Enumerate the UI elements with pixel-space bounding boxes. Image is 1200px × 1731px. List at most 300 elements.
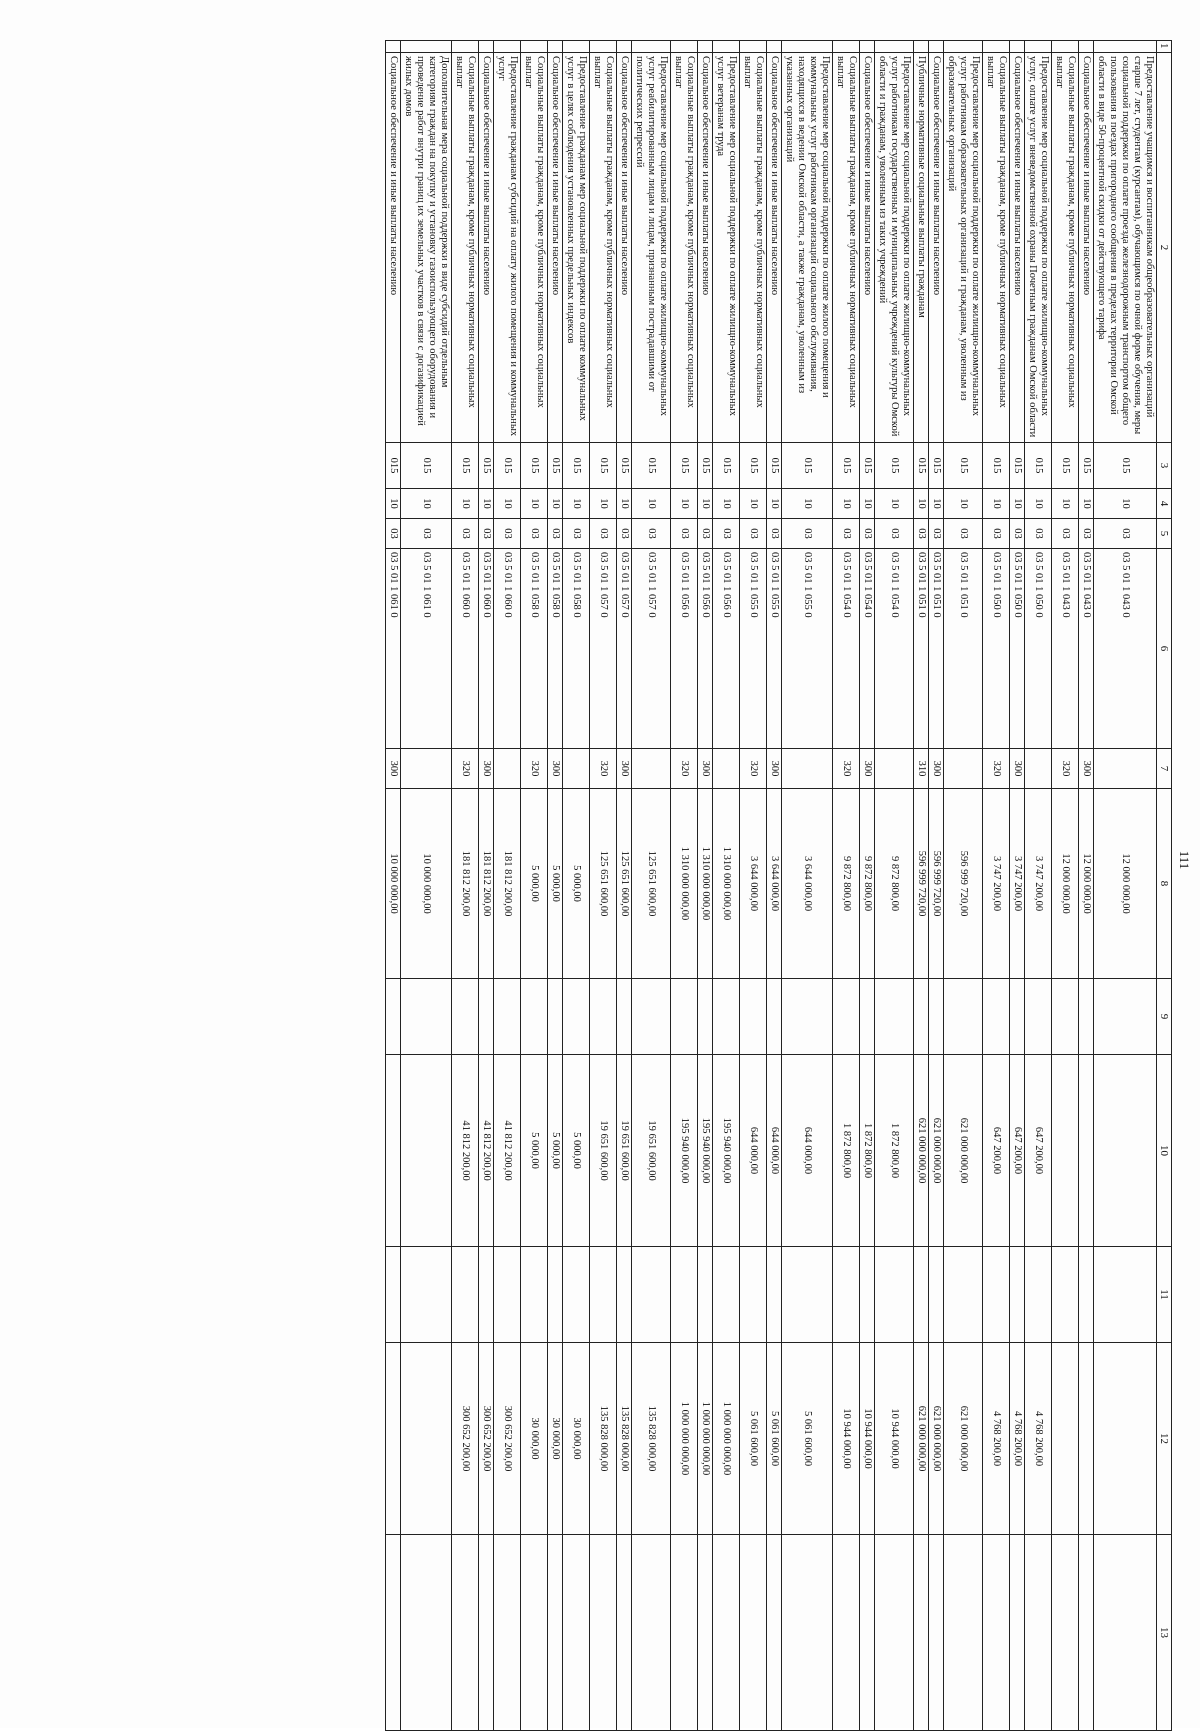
table-row: [632, 41, 671, 1731]
amount-col11-cell: [929, 1247, 944, 1343]
table-row: [782, 41, 833, 1731]
table-row: [740, 41, 767, 1731]
amount-col13-cell: [386, 1535, 401, 1731]
amount-col10-cell: 19 651 600,00: [632, 1055, 671, 1247]
section-code-cell: 10: [548, 489, 563, 519]
column-number: 13: [1157, 1535, 1172, 1731]
amount-col9-cell: [548, 979, 563, 1055]
expense-type-cell: 320: [521, 749, 548, 789]
amount-col9-cell: [452, 979, 479, 1055]
section-code-cell: 10: [494, 489, 521, 519]
table-row: [452, 41, 479, 1731]
row-number-cell: [590, 41, 617, 53]
section-code-cell: 10: [767, 489, 782, 519]
amount-col8-cell: 3 747 200,00: [983, 789, 1010, 979]
row-number-cell: [944, 41, 983, 53]
subsection-code-cell: 03: [548, 519, 563, 549]
ministry-code-cell: 015: [944, 443, 983, 489]
table-row: [1010, 41, 1025, 1731]
expense-name-cell: Социальное обеспечение и иные выплаты населению: [479, 53, 494, 443]
expense-type-cell: 300: [1010, 749, 1025, 789]
target-article-cell: 03 5 01 1 058 0: [563, 549, 590, 749]
amount-col13-cell: [671, 1535, 698, 1731]
table-row: [563, 41, 590, 1731]
expense-type-cell: 300: [1079, 749, 1094, 789]
amount-col9-cell: [740, 979, 767, 1055]
target-article-cell: 03 5 01 1 057 0: [632, 549, 671, 749]
table-row: [875, 41, 914, 1731]
amount-col10-cell: 644 000,00: [767, 1055, 782, 1247]
row-number-cell: [479, 41, 494, 53]
amount-col8-cell: 125 651 600,00: [632, 789, 671, 979]
row-number-cell: [833, 41, 860, 53]
ministry-code-cell: 015: [452, 443, 479, 489]
target-article-cell: 03 5 01 1 043 0: [1079, 549, 1094, 749]
amount-col10-cell: 647 200,00: [983, 1055, 1010, 1247]
target-article-cell: 03 5 01 1 061 0: [401, 549, 452, 749]
ministry-code-cell: 015: [782, 443, 833, 489]
amount-col13-cell: [1025, 1535, 1052, 1731]
table-row: [833, 41, 860, 1731]
amount-col13-cell: [740, 1535, 767, 1731]
amount-col12-cell: 300 652 200,00: [494, 1343, 521, 1535]
amount-col11-cell: [521, 1247, 548, 1343]
target-article-cell: 03 5 01 1 051 0: [944, 549, 983, 749]
expense-name-cell: Социальное обеспечение и иные выплаты населению: [386, 53, 401, 443]
table-row: [590, 41, 617, 1731]
subsection-code-cell: 03: [929, 519, 944, 549]
table-row: [548, 41, 563, 1731]
amount-col9-cell: [1025, 979, 1052, 1055]
expense-name-cell: Предоставление гражданам мер социальной поддержки по оплате коммунальных услуг в целях соблюдения установленных предельных индексов: [563, 53, 590, 443]
section-code-cell: 10: [860, 489, 875, 519]
amount-col8-cell: 1 310 000 000,00: [671, 789, 698, 979]
ministry-code-cell: 015: [875, 443, 914, 489]
amount-col12-cell: [386, 1343, 401, 1535]
table-row: [671, 41, 698, 1731]
expense-type-cell: [1025, 749, 1052, 789]
amount-col8-cell: 181 812 200,00: [452, 789, 479, 979]
expense-name-cell: Социальные выплаты гражданам, кроме публичных нормативных социальных выплат: [983, 53, 1010, 443]
column-number: 6: [1157, 549, 1172, 749]
target-article-cell: 03 5 01 1 057 0: [617, 549, 632, 749]
amount-col10-cell: [386, 1055, 401, 1247]
amount-col8-cell: 10 000 000,00: [401, 789, 452, 979]
amount-col13-cell: [479, 1535, 494, 1731]
column-number: 12: [1157, 1343, 1172, 1535]
ministry-code-cell: 015: [671, 443, 698, 489]
amount-col12-cell: [1052, 1343, 1079, 1535]
amount-col8-cell: 1 310 000 000,00: [713, 789, 740, 979]
amount-col11-cell: [1025, 1247, 1052, 1343]
expense-type-cell: [632, 749, 671, 789]
amount-col12-cell: 5 061 600,00: [767, 1343, 782, 1535]
column-number-row: [1157, 41, 1172, 1731]
expense-type-cell: 320: [983, 749, 1010, 789]
amount-col13-cell: [713, 1535, 740, 1731]
amount-col9-cell: [1094, 979, 1157, 1055]
column-number: 8: [1157, 789, 1172, 979]
subsection-code-cell: 03: [671, 519, 698, 549]
subsection-code-cell: 03: [479, 519, 494, 549]
target-article-cell: 03 5 01 1 060 0: [479, 549, 494, 749]
amount-col12-cell: 10 944 000,00: [833, 1343, 860, 1535]
section-code-cell: 10: [401, 489, 452, 519]
target-article-cell: 03 5 01 1 056 0: [698, 549, 713, 749]
row-number-cell: [1094, 41, 1157, 53]
amount-col8-cell: 5 000,00: [548, 789, 563, 979]
expense-name-cell: Предоставление мер социальной поддержки по оплате жилого помещения и коммунальных услуг работникам организаций социального обслуживания, находящихся в ведении Омской области, а также гражданам, уволенным из указанных организаций: [782, 53, 833, 443]
amount-col8-cell: 3 644 000,00: [740, 789, 767, 979]
ministry-code-cell: 015: [548, 443, 563, 489]
amount-col11-cell: [914, 1247, 929, 1343]
section-code-cell: 10: [479, 489, 494, 519]
amount-col10-cell: 621 000 000,00: [929, 1055, 944, 1247]
expense-type-cell: 320: [452, 749, 479, 789]
amount-col12-cell: 30 000,00: [548, 1343, 563, 1535]
amount-col10-cell: 644 000,00: [782, 1055, 833, 1247]
column-number: 7: [1157, 749, 1172, 789]
subsection-code-cell: 03: [782, 519, 833, 549]
amount-col9-cell: [698, 979, 713, 1055]
ministry-code-cell: 015: [740, 443, 767, 489]
expense-type-cell: [494, 749, 521, 789]
section-code-cell: 10: [617, 489, 632, 519]
amount-col12-cell: 30 000,00: [563, 1343, 590, 1535]
amount-col12-cell: 135 828 000,00: [590, 1343, 617, 1535]
target-article-cell: 03 5 01 1 054 0: [860, 549, 875, 749]
expense-name-cell: Социальное обеспечение и иные выплаты населению: [1079, 53, 1094, 443]
amount-col12-cell: 10 944 000,00: [875, 1343, 914, 1535]
amount-col13-cell: [590, 1535, 617, 1731]
amount-col8-cell: 596 999 720,00: [944, 789, 983, 979]
row-number-cell: [929, 41, 944, 53]
amount-col9-cell: [929, 979, 944, 1055]
row-number-cell: [386, 41, 401, 53]
target-article-cell: 03 5 01 1 050 0: [983, 549, 1010, 749]
amount-col9-cell: [782, 979, 833, 1055]
section-code-cell: 10: [713, 489, 740, 519]
ministry-code-cell: 015: [929, 443, 944, 489]
amount-col13-cell: [875, 1535, 914, 1731]
target-article-cell: 03 5 01 1 043 0: [1094, 549, 1157, 749]
ministry-code-cell: 015: [632, 443, 671, 489]
amount-col12-cell: 621 000 000,00: [914, 1343, 929, 1535]
expense-type-cell: [944, 749, 983, 789]
amount-col10-cell: [401, 1055, 452, 1247]
section-code-cell: 10: [740, 489, 767, 519]
amount-col9-cell: [713, 979, 740, 1055]
subsection-code-cell: 03: [713, 519, 740, 549]
table-row: [386, 41, 401, 1731]
amount-col9-cell: [671, 979, 698, 1055]
ministry-code-cell: 015: [713, 443, 740, 489]
expense-name-cell: Социальное обеспечение и иные выплаты населению: [1010, 53, 1025, 443]
amount-col13-cell: [632, 1535, 671, 1731]
subsection-code-cell: 03: [1094, 519, 1157, 549]
column-number: 9: [1157, 979, 1172, 1055]
expense-type-cell: 300: [860, 749, 875, 789]
amount-col8-cell: 9 872 800,00: [833, 789, 860, 979]
amount-col13-cell: [860, 1535, 875, 1731]
amount-col12-cell: 621 000 000,00: [929, 1343, 944, 1535]
page-number: 111: [1177, 850, 1192, 870]
amount-col11-cell: [401, 1247, 452, 1343]
section-code-cell: 10: [632, 489, 671, 519]
amount-col9-cell: [590, 979, 617, 1055]
amount-col10-cell: 41 812 200,00: [479, 1055, 494, 1247]
amount-col13-cell: [494, 1535, 521, 1731]
target-article-cell: 03 5 01 1 060 0: [494, 549, 521, 749]
target-article-cell: 03 5 01 1 055 0: [767, 549, 782, 749]
expense-type-cell: 320: [590, 749, 617, 789]
table-row: [1025, 41, 1052, 1731]
target-article-cell: 03 5 01 1 050 0: [1025, 549, 1052, 749]
amount-col10-cell: 1 872 800,00: [833, 1055, 860, 1247]
subsection-code-cell: 03: [386, 519, 401, 549]
table-row: [494, 41, 521, 1731]
amount-col8-cell: 9 872 800,00: [875, 789, 914, 979]
amount-col10-cell: 41 812 200,00: [494, 1055, 521, 1247]
amount-col11-cell: [563, 1247, 590, 1343]
ministry-code-cell: 015: [1094, 443, 1157, 489]
amount-col9-cell: [944, 979, 983, 1055]
amount-col11-cell: [494, 1247, 521, 1343]
subsection-code-cell: 03: [875, 519, 914, 549]
amount-col9-cell: [914, 979, 929, 1055]
amount-col11-cell: [1094, 1247, 1157, 1343]
ministry-code-cell: 015: [479, 443, 494, 489]
row-number-cell: [521, 41, 548, 53]
target-article-cell: 03 5 01 1 051 0: [929, 549, 944, 749]
amount-col8-cell: 12 000 000,00: [1079, 789, 1094, 979]
expense-name-cell: Предоставление учащимся и воспитанникам общеобразовательных организаций старше 7 лет, студентам (курсантам), обучающимся по очной форме обучения, меры социальной поддержки по оплате проезда железнодорожным транспортом общего пользования в поездах пригородного сообщения в пределах территории Омской области в виде 50-процентной скидки от действующего тарифа: [1094, 53, 1157, 443]
amount-col13-cell: [698, 1535, 713, 1731]
target-article-cell: 03 5 01 1 043 0: [1052, 549, 1079, 749]
row-number-cell: [782, 41, 833, 53]
subsection-code-cell: 03: [914, 519, 929, 549]
target-article-cell: 03 5 01 1 055 0: [782, 549, 833, 749]
amount-col12-cell: 300 652 200,00: [479, 1343, 494, 1535]
amount-col11-cell: [548, 1247, 563, 1343]
table-row: [401, 41, 452, 1731]
amount-col8-cell: 3 747 200,00: [1010, 789, 1025, 979]
target-article-cell: 03 5 01 1 060 0: [452, 549, 479, 749]
amount-col8-cell: 125 651 600,00: [590, 789, 617, 979]
amount-col12-cell: 4 768 200,00: [1025, 1343, 1052, 1535]
subsection-code-cell: 03: [1079, 519, 1094, 549]
table-row: [983, 41, 1010, 1731]
amount-col11-cell: [767, 1247, 782, 1343]
row-number-cell: [632, 41, 671, 53]
ministry-code-cell: 015: [494, 443, 521, 489]
amount-col8-cell: 3 644 000,00: [782, 789, 833, 979]
row-number-cell: [671, 41, 698, 53]
amount-col12-cell: 1 000 000 000,00: [713, 1343, 740, 1535]
row-number-cell: [617, 41, 632, 53]
amount-col12-cell: [1094, 1343, 1157, 1535]
expense-name-cell: Социальные выплаты гражданам, кроме публичных нормативных социальных выплат: [590, 53, 617, 443]
section-code-cell: 10: [1079, 489, 1094, 519]
column-number: 3: [1157, 443, 1172, 489]
target-article-cell: 03 5 01 1 054 0: [833, 549, 860, 749]
amount-col11-cell: [386, 1247, 401, 1343]
subsection-code-cell: 03: [563, 519, 590, 549]
ministry-code-cell: 015: [698, 443, 713, 489]
ministry-code-cell: 015: [386, 443, 401, 489]
amount-col13-cell: [1010, 1535, 1025, 1731]
target-article-cell: 03 5 01 1 058 0: [521, 549, 548, 749]
expense-name-cell: Социальное обеспечение и иные выплаты населению: [929, 53, 944, 443]
expense-name-cell: Социальные выплаты гражданам, кроме публичных нормативных социальных выплат: [740, 53, 767, 443]
amount-col10-cell: 41 812 200,00: [452, 1055, 479, 1247]
ministry-code-cell: 015: [1025, 443, 1052, 489]
column-number: 11: [1157, 1247, 1172, 1343]
section-code-cell: 10: [782, 489, 833, 519]
ministry-code-cell: 015: [563, 443, 590, 489]
amount-col13-cell: [452, 1535, 479, 1731]
row-number-cell: [401, 41, 452, 53]
amount-col12-cell: [1079, 1343, 1094, 1535]
amount-col10-cell: 195 940 000,00: [713, 1055, 740, 1247]
amount-col11-cell: [875, 1247, 914, 1343]
amount-col11-cell: [1052, 1247, 1079, 1343]
row-number-cell: [875, 41, 914, 53]
amount-col11-cell: [713, 1247, 740, 1343]
expense-type-cell: 300: [386, 749, 401, 789]
subsection-code-cell: 03: [698, 519, 713, 549]
section-code-cell: 10: [563, 489, 590, 519]
row-number-cell: [494, 41, 521, 53]
target-article-cell: 03 5 01 1 054 0: [875, 549, 914, 749]
amount-col12-cell: 5 061 600,00: [740, 1343, 767, 1535]
table-row: [617, 41, 632, 1731]
section-code-cell: 10: [875, 489, 914, 519]
table-row: [713, 41, 740, 1731]
amount-col10-cell: 1 872 800,00: [875, 1055, 914, 1247]
expense-name-cell: Публичные нормативные социальные выплаты гражданам: [914, 53, 929, 443]
expense-type-cell: 310: [914, 749, 929, 789]
row-number-cell: [914, 41, 929, 53]
target-article-cell: 03 5 01 1 056 0: [671, 549, 698, 749]
amount-col12-cell: 30 000,00: [521, 1343, 548, 1535]
ministry-code-cell: 015: [833, 443, 860, 489]
amount-col12-cell: 1 000 000 000,00: [698, 1343, 713, 1535]
ministry-code-cell: 015: [1010, 443, 1025, 489]
row-number-cell: [563, 41, 590, 53]
expense-type-cell: 300: [479, 749, 494, 789]
budget-table: [385, 40, 1172, 1731]
section-code-cell: 10: [833, 489, 860, 519]
table-row: [1052, 41, 1079, 1731]
expense-name-cell: Предоставление мер социальной поддержки по оплате жилищно-коммунальных услуг, оплате услуг вневедомственной охраны Почетным гражданам Омской области: [1025, 53, 1052, 443]
amount-col10-cell: 5 000,00: [521, 1055, 548, 1247]
amount-col8-cell: 1 310 000 000,00: [698, 789, 713, 979]
table-row: [479, 41, 494, 1731]
amount-col9-cell: [479, 979, 494, 1055]
amount-col9-cell: [1079, 979, 1094, 1055]
expense-type-cell: 320: [833, 749, 860, 789]
amount-col9-cell: [521, 979, 548, 1055]
expense-name-cell: Предоставление мер социальной поддержки по оплате жилищно-коммунальных услуг работникам государственных и муниципальных учреждений культуры Омской области и гражданам, уволенным из таких учреждений: [875, 53, 914, 443]
section-code-cell: 10: [983, 489, 1010, 519]
amount-col13-cell: [1079, 1535, 1094, 1731]
table-row: [1079, 41, 1094, 1731]
amount-col10-cell: [1094, 1055, 1157, 1247]
amount-col12-cell: 1 000 000 000,00: [671, 1343, 698, 1535]
amount-col10-cell: 195 940 000,00: [698, 1055, 713, 1247]
amount-col12-cell: [401, 1343, 452, 1535]
expense-type-cell: 320: [671, 749, 698, 789]
target-article-cell: 03 5 01 1 057 0: [590, 549, 617, 749]
amount-col11-cell: [1079, 1247, 1094, 1343]
expense-name-cell: Предоставление мер социальной поддержки по оплате жилищно-коммунальных услуг реабилитированным лицам и лицам, признанным пострадавшими от политических репрессий: [632, 53, 671, 443]
amount-col11-cell: [698, 1247, 713, 1343]
subsection-code-cell: 03: [983, 519, 1010, 549]
subsection-code-cell: 03: [632, 519, 671, 549]
row-number-cell: [452, 41, 479, 53]
section-code-cell: 10: [521, 489, 548, 519]
ministry-code-cell: 015: [1052, 443, 1079, 489]
amount-col9-cell: [860, 979, 875, 1055]
expense-type-cell: [563, 749, 590, 789]
ministry-code-cell: 015: [521, 443, 548, 489]
subsection-code-cell: 03: [860, 519, 875, 549]
target-article-cell: 03 5 01 1 055 0: [740, 549, 767, 749]
expense-name-cell: Дополнительная мера социальной поддержки в виде субсидий отдельным категориям граждан на покупку и установку газоиспользующего оборудования и проведение работ внутри границ их земельных участков в связи с догазификацией жилых домов: [401, 53, 452, 443]
amount-col11-cell: [860, 1247, 875, 1343]
amount-col12-cell: 4 768 200,00: [1010, 1343, 1025, 1535]
column-number: 2: [1157, 53, 1172, 443]
section-code-cell: 10: [944, 489, 983, 519]
section-code-cell: 10: [698, 489, 713, 519]
amount-col13-cell: [833, 1535, 860, 1731]
amount-col11-cell: [740, 1247, 767, 1343]
amount-col11-cell: [833, 1247, 860, 1343]
subsection-code-cell: 03: [1025, 519, 1052, 549]
amount-col10-cell: 1 872 800,00: [860, 1055, 875, 1247]
row-number-cell: [1052, 41, 1079, 53]
expense-name-cell: Социальное обеспечение и иные выплаты населению: [548, 53, 563, 443]
expense-type-cell: [875, 749, 914, 789]
ministry-code-cell: 015: [590, 443, 617, 489]
expense-name-cell: Социальные выплаты гражданам, кроме публичных нормативных социальных выплат: [521, 53, 548, 443]
target-article-cell: 03 5 01 1 058 0: [548, 549, 563, 749]
amount-col8-cell: 596 999 720,00: [914, 789, 929, 979]
amount-col10-cell: [1052, 1055, 1079, 1247]
row-number-cell: [983, 41, 1010, 53]
section-code-cell: 10: [929, 489, 944, 519]
amount-col13-cell: [563, 1535, 590, 1731]
ministry-code-cell: 015: [401, 443, 452, 489]
expense-name-cell: Социальное обеспечение и иные выплаты населению: [767, 53, 782, 443]
amount-col11-cell: [452, 1247, 479, 1343]
table-row: [914, 41, 929, 1731]
amount-col9-cell: [563, 979, 590, 1055]
amount-col10-cell: 195 940 000,00: [671, 1055, 698, 1247]
amount-col11-cell: [983, 1247, 1010, 1343]
subsection-code-cell: 03: [767, 519, 782, 549]
amount-col12-cell: 135 828 000,00: [617, 1343, 632, 1535]
section-code-cell: 10: [590, 489, 617, 519]
amount-col10-cell: 644 000,00: [740, 1055, 767, 1247]
row-number-cell: [1079, 41, 1094, 53]
amount-col13-cell: [548, 1535, 563, 1731]
amount-col11-cell: [1010, 1247, 1025, 1343]
expense-type-cell: [782, 749, 833, 789]
expense-name-cell: Социальные выплаты гражданам, кроме публичных нормативных социальных выплат: [452, 53, 479, 443]
ministry-code-cell: 015: [983, 443, 1010, 489]
